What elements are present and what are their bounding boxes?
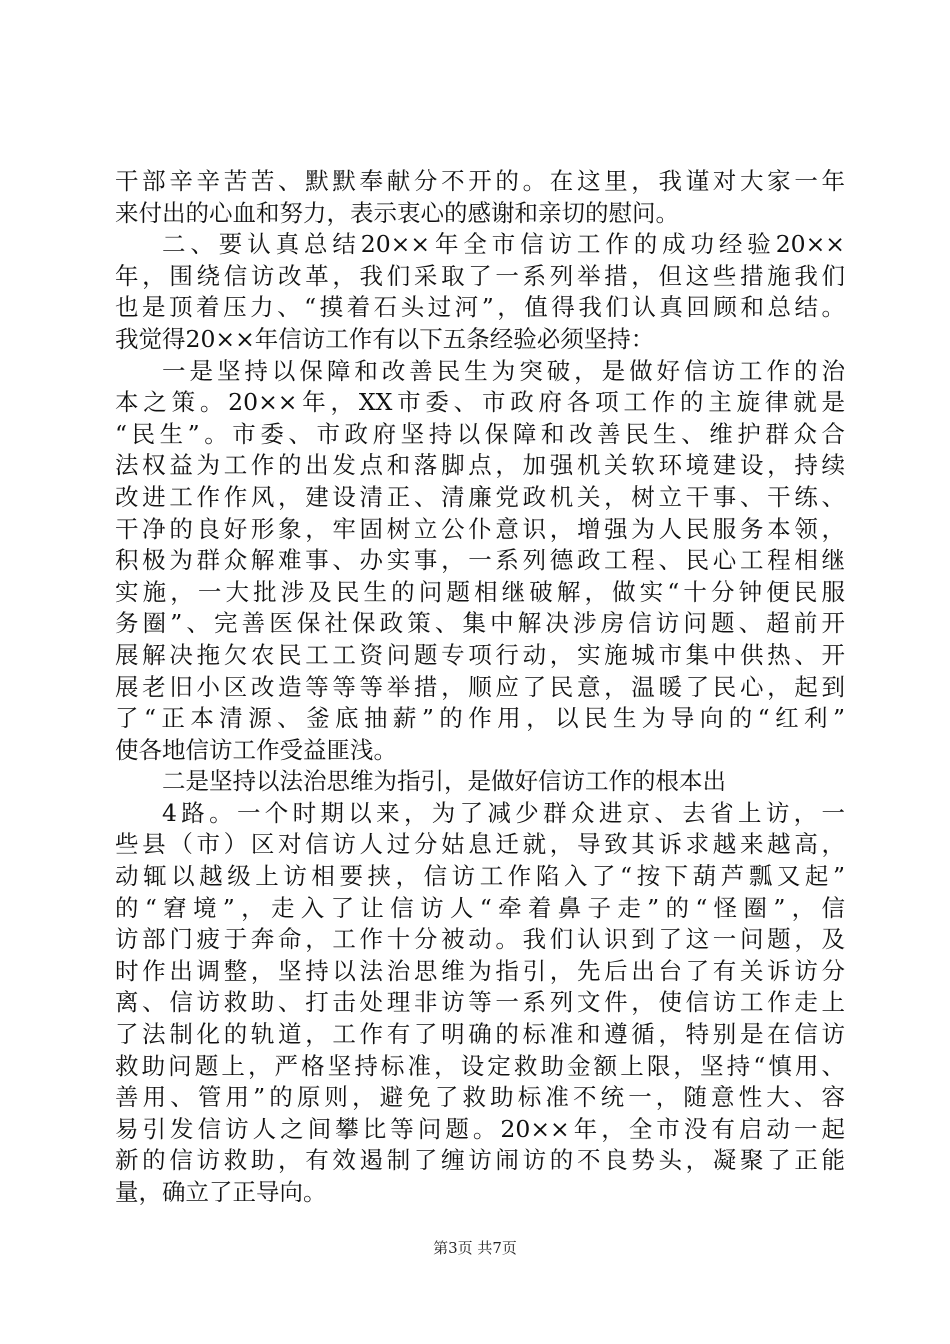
text-line: 本之策。20××年，XX市委、市政府各项工作的主旋律就是 [115, 388, 845, 417]
text-line: 改进工作作风，建设清正、清廉党政机关，树立干事、干练、 [115, 482, 845, 511]
text-line: 的“窘境”，走入了让信访人“牵着鼻子走”的“怪圈”，信 [115, 893, 845, 922]
text-line: 量，确立了正导向。 [115, 1178, 327, 1206]
text-line: 积极为群众解难事、办实事，一系列德政工程、民心工程相继 [115, 546, 845, 575]
page-footer: 第3页 共7页 [433, 1239, 517, 1257]
text-line: 年，围绕信访改革，我们采取了一系列举措，但这些措施我们 [115, 261, 845, 290]
text-line: “民生”。市委、市政府坚持以保障和改善民生、维护群众合 [115, 419, 845, 448]
document-body [115, 166, 845, 1209]
text-line: 时作出调整，坚持以法治思维为指引，先后出台了有关诉访分 [115, 956, 845, 985]
text-line: 二、要认真总结20××年全市信访工作的成功经验20×× [162, 230, 845, 259]
text-line: 访部门疲于奔命，工作十分被动。我们认识到了这一问题，及 [115, 925, 845, 954]
text-line: 展老旧小区改造等等等举措，顺应了民意，温暖了民心，起到 [115, 672, 845, 701]
text-line: 法权益为工作的出发点和落脚点，加强机关软环境建设，持续 [115, 451, 845, 480]
text-line: 善用、管用”的原则，避免了救助标准不统一，随意性大、容 [115, 1083, 845, 1112]
text-line: 易引发信访人之间攀比等问题。20××年，全市没有启动一起 [115, 1114, 845, 1143]
text-line: 了法制化的轨道，工作有了明确的标准和遵循，特别是在信访 [115, 1020, 845, 1049]
text-line: 干净的良好形象，牢固树立公仆意识，增强为人民服务本领， [115, 514, 845, 543]
text-line: 救助问题上，严格坚持标准，设定救助金额上限，坚持“慎用、 [115, 1051, 845, 1080]
text-line: 干部辛辛苦苦、默默奉献分不开的。在这里，我谨对大家一年 [115, 167, 845, 195]
text-line: 动辄以越级上访相要挟，信访工作陷入了“按下葫芦瓢又起” [115, 862, 845, 891]
text-line: 来付出的心血和努力，表示衷心的感谢和亲切的慰问。 [115, 198, 679, 227]
text-line: 展解决拖欠农民工工资问题专项行动，实施城市集中供热、开 [115, 640, 845, 669]
text-line: 些县（市）区对信访人过分姑息迁就，导致其诉求越来越高， [115, 830, 845, 859]
text-line: 也是顶着压力、“摸着石头过河”，值得我们认真回顾和总结。 [115, 293, 845, 322]
text-line: 新的信访救助，有效遏制了缠访闹访的不良势头，凝聚了正能 [115, 1146, 845, 1175]
text-line: 4路。一个时期以来，为了减少群众进京、去省上访，一 [162, 798, 845, 827]
text-line: 二是坚持以法治思维为指引，是做好信访工作的根本出 [162, 767, 726, 796]
text-line: 实施，一大批涉及民生的问题相继破解，做实“十分钟便民服 [115, 577, 845, 606]
text-line: 离、信访救助、打击处理非访等一系列文件，使信访工作走上 [115, 988, 845, 1017]
text-line: 了“正本清源、釜底抽薪”的作用，以民生为导向的“红利” [115, 704, 845, 733]
text-line: 一是坚持以保障和改善民生为突破，是做好信访工作的治 [162, 356, 845, 385]
text-line: 我觉得20××年信访工作有以下五条经验必须坚持： [115, 324, 655, 353]
text-line: 务圈”、完善医保社保政策、集中解决涉房信访问题、超前开 [115, 609, 845, 638]
text-line: 使各地信访工作受益匪浅。 [115, 735, 397, 764]
